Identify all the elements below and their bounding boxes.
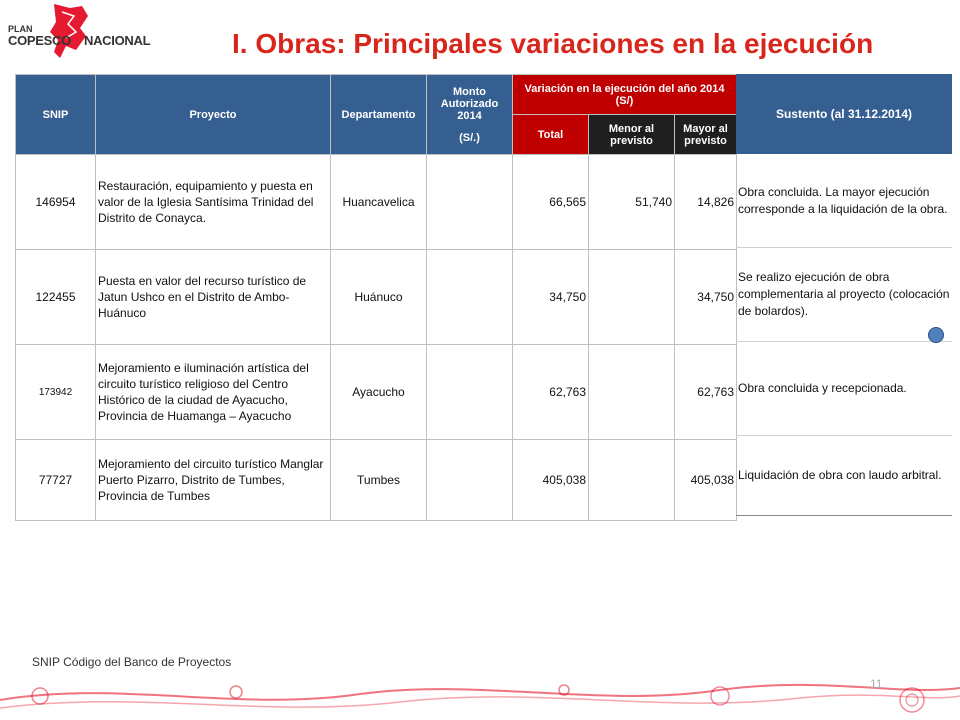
cell-monto — [427, 345, 513, 440]
cell-sustento: Se realizo ejecución de obra complementaria al proyecto (colocación de bolardos). — [736, 248, 952, 342]
table-row — [16, 440, 737, 521]
cell-menor — [589, 250, 675, 345]
cell-proyecto: Mejoramiento del circuito turístico Manglar Puerto Pizarro, Distrito de Tumbes, Provincia de Tumbes — [96, 440, 331, 521]
circle-marker-icon[interactable] — [928, 327, 944, 343]
header-snip: SNIP — [16, 75, 96, 155]
cell-monto — [427, 155, 513, 250]
footnote: SNIP Código del Banco de Proyectos — [32, 655, 232, 669]
cell-sustento: Obra concluida. La mayor ejecución corresponde a la liquidación de la obra. — [736, 154, 952, 248]
header-variacion: Variación en la ejecución del año 2014 (S/) — [513, 75, 737, 115]
header-monto-unit: (S/.) — [459, 131, 480, 144]
logo-plan-text: PLAN — [8, 24, 33, 34]
sustento-column — [736, 154, 952, 516]
header-total: Total — [513, 115, 589, 155]
cell-departamento: Ayacucho — [331, 345, 427, 440]
header-mayor: Mayor al previsto — [675, 115, 737, 155]
cell-total: 66,565 — [513, 155, 589, 250]
cell-snip: 77727 — [16, 440, 96, 521]
cell-menor — [589, 440, 675, 521]
decorative-wave-footer — [0, 660, 960, 720]
cell-total: 405,038 — [513, 440, 589, 521]
cell-proyecto: Mejoramiento e iluminación artística del circuito turístico religioso del Centro Histórico de la ciudad de Ayacucho, Provincia de Huamanga – Ayacucho — [96, 345, 331, 440]
logo-copesco-text: COPESCO — [8, 33, 71, 48]
cell-total: 34,750 — [513, 250, 589, 345]
cell-sustento: Obra concluida y recepcionada. — [736, 342, 952, 436]
header-departamento: Departamento — [331, 75, 427, 155]
header-monto — [427, 75, 513, 155]
cell-mayor: 62,763 — [675, 345, 737, 440]
cell-mayor: 14,826 — [675, 155, 737, 250]
cell-total: 62,763 — [513, 345, 589, 440]
logo-nacional-text: NACIONAL — [84, 33, 151, 48]
header-menor: Menor al previsto — [589, 115, 675, 155]
cell-snip: 173942 — [16, 345, 96, 440]
cell-proyecto: Restauración, equipamiento y puesta en valor de la Iglesia Santísima Trinidad del Distrito de Conayca. — [96, 155, 331, 250]
logo — [4, 2, 154, 64]
header-proyecto: Proyecto — [96, 75, 331, 155]
cell-proyecto: Puesta en valor del recurso turístico de Jatun Ushco en el Distrito de Ambo- Huánuco — [96, 250, 331, 345]
header-sustento: Sustento (al 31.12.2014) — [736, 74, 952, 154]
page-number: 11 — [870, 677, 883, 691]
cell-mayor: 405,038 — [675, 440, 737, 521]
cell-menor: 51,740 — [589, 155, 675, 250]
cell-sustento: Liquidación de obra con laudo arbitral. — [736, 436, 952, 516]
table-row — [16, 250, 737, 345]
slide-title: I. Obras: Principales variaciones en la ejecución — [232, 28, 874, 59]
cell-departamento: Tumbes — [331, 440, 427, 521]
cell-departamento: Huancavelica — [331, 155, 427, 250]
cell-snip: 122455 — [16, 250, 96, 345]
cell-monto — [427, 250, 513, 345]
cell-departamento: Huánuco — [331, 250, 427, 345]
cell-menor — [589, 345, 675, 440]
obras-table — [15, 74, 737, 521]
table-row — [16, 345, 737, 440]
cell-snip: 146954 — [16, 155, 96, 250]
table-row — [16, 155, 737, 250]
cell-monto — [427, 440, 513, 521]
header-monto-label: Monto Autorizado 2014 — [440, 85, 499, 122]
cell-mayor: 34,750 — [675, 250, 737, 345]
